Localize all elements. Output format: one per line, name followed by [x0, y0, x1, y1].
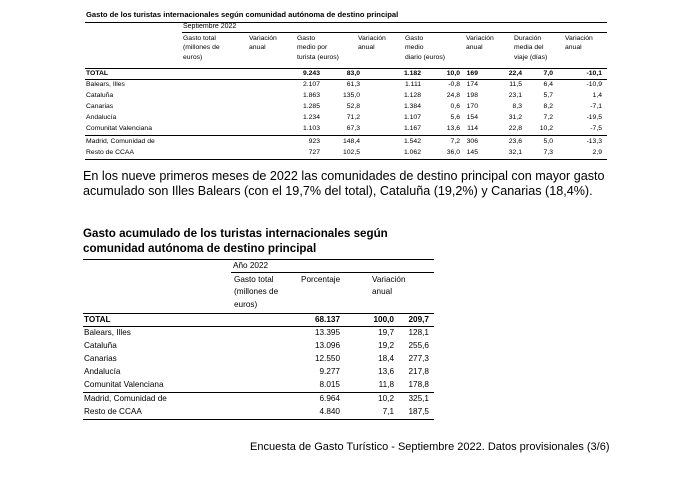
cell-variacion: 217,8: [408, 367, 429, 376]
cell-variacion-4: 1,4: [592, 91, 602, 99]
cell-variacion-2: 36,0: [446, 148, 460, 156]
row-label: Resto de CCAA: [86, 148, 134, 156]
cell-variacion-2: 13,6: [446, 124, 460, 132]
cell-gasto-total: 1.285: [302, 102, 320, 110]
cell-variacion-2: 10,0: [446, 70, 460, 77]
cell-gasto-total: 6.964: [319, 394, 340, 403]
cell-duracion: 10,2: [539, 124, 553, 132]
cell-gasto-total: 9.277: [319, 367, 340, 376]
cell-gasto-medio-turista: 1.107: [403, 113, 421, 121]
table1-period-rule: [182, 32, 607, 33]
cell-porcentaje: 100,0: [373, 315, 394, 324]
row-label: Comunitat Valenciana: [86, 124, 152, 132]
cell-variacion-3: 23,6: [508, 137, 522, 145]
table1-header-gasto-medio-turista: Gasto medio por turista (euros): [297, 35, 339, 61]
row-separator: [85, 159, 607, 160]
cell-gasto-medio-turista: 1.384: [403, 102, 421, 110]
cell-gasto-total: 1.234: [302, 113, 320, 121]
row-label: Canarias: [84, 354, 117, 363]
table2-header-gasto-total: Gasto total (millones de euros): [234, 275, 279, 309]
table2-row: [84, 379, 432, 391]
table2-row: [84, 406, 432, 418]
cell-variacion-1: 135,0: [342, 91, 360, 99]
cell-gasto-medio-turista: 1.128: [403, 91, 421, 99]
cell-gasto-medio-diario: 154: [466, 113, 478, 121]
cell-variacion-1: 71,2: [346, 113, 360, 121]
cell-variacion-1: 148,4: [342, 137, 360, 145]
cell-gasto-total: 727: [308, 148, 320, 156]
cell-gasto-total: 1.103: [302, 124, 320, 132]
row-label: Madrid, Comunidad de: [86, 137, 155, 145]
cell-gasto-medio-turista: 1.111: [405, 80, 421, 88]
cell-variacion-3: 22,8: [508, 124, 522, 132]
cell-variacion-2: 7,2: [450, 137, 460, 145]
cell-variacion: 187,5: [408, 407, 429, 416]
table1-header-variacion-2: Variación anual: [358, 35, 386, 52]
table1-header-gasto-total: Gasto total (millones de euros): [183, 35, 220, 61]
table2-row: [84, 353, 432, 365]
cell-duracion: 7,0: [543, 70, 553, 77]
cell-variacion-3: 31,2: [508, 113, 522, 121]
table1-top-rule: [85, 22, 607, 23]
cell-porcentaje: 19,7: [378, 328, 394, 337]
table2-row: [84, 340, 432, 352]
row-label: Comunitat Valenciana: [84, 380, 164, 389]
cell-gasto-total: 2.107: [302, 80, 320, 88]
table1-header-variacion-3: Variación anual: [466, 35, 494, 52]
cell-porcentaje: 18,4: [378, 354, 394, 363]
cell-variacion-4: -7,5: [590, 124, 602, 132]
cell-variacion-3: 22,4: [508, 70, 522, 77]
cell-gasto-total: 68.137: [314, 315, 340, 324]
cell-gasto-medio-turista: 1.167: [403, 124, 421, 132]
row-label: Canarias: [86, 102, 114, 110]
cell-duracion: 6,4: [543, 80, 553, 88]
table2-header-porcentaje: Porcentaje: [301, 275, 341, 284]
table1-row: [86, 91, 606, 102]
table1-period: Septiembre 2022: [183, 23, 237, 30]
page-footer: Encuesta de Gasto Turístico - Septiembre 2022. Datos provisionales (3/6): [250, 441, 610, 453]
cell-variacion-2: 5,6: [450, 113, 460, 121]
cell-variacion-3: 23,1: [508, 91, 522, 99]
cell-duracion: 7,2: [543, 113, 553, 121]
cell-variacion-1: 52,8: [346, 102, 360, 110]
row-separator: [83, 392, 434, 393]
table1-row: [86, 124, 606, 135]
table1-header-variacion-4: Variación anual: [565, 35, 593, 52]
cell-variacion: 209,7: [408, 315, 429, 324]
cell-gasto-total: 1.863: [302, 91, 320, 99]
table2-title: [83, 226, 443, 256]
cell-variacion-1: 83,0: [346, 70, 360, 77]
table1-row: [86, 102, 606, 113]
table2-header-variacion: Variación anual: [372, 275, 406, 297]
row-label: Andalucía: [86, 113, 117, 121]
cell-gasto-medio-turista: 1.062: [403, 148, 421, 156]
cell-variacion-3: 32,1: [508, 148, 522, 156]
row-label: Andalucía: [84, 367, 121, 376]
table1-header-gasto-medio-diario: Gasto medio diario (euros): [405, 35, 446, 61]
cell-variacion-4: 2,9: [592, 148, 602, 156]
cell-variacion-4: -19,5: [586, 113, 602, 121]
cell-gasto-total: 9.243: [302, 70, 320, 77]
row-label: Madrid, Comunidad de: [84, 394, 167, 403]
row-label: Cataluña: [86, 91, 114, 99]
cell-gasto-medio-diario: 306: [466, 137, 478, 145]
cell-gasto-total: 13.096: [314, 341, 340, 350]
cell-variacion: 325,1: [408, 394, 429, 403]
cell-variacion-3: 8,3: [512, 102, 522, 110]
cell-variacion-2: 24,8: [446, 91, 460, 99]
cell-gasto-medio-diario: 174: [466, 80, 478, 88]
cell-variacion-4: -10,9: [586, 80, 602, 88]
cell-variacion-4: -7,1: [590, 102, 602, 110]
row-label: Balears, Illes: [86, 80, 125, 88]
cell-variacion-2: 0,6: [450, 102, 460, 110]
table1-row: [86, 148, 606, 159]
table2-row: [84, 393, 432, 405]
cell-gasto-medio-turista: 1.182: [403, 70, 421, 77]
table2-row: [84, 366, 432, 378]
cell-porcentaje: 13,6: [378, 367, 394, 376]
cell-porcentaje: 7,1: [382, 407, 394, 416]
cell-gasto-medio-diario: 169: [466, 70, 478, 77]
row-label: TOTAL: [84, 315, 111, 324]
cell-duracion: 7,3: [543, 148, 553, 156]
cell-variacion: 128,1: [408, 328, 429, 337]
cell-variacion: 255,6: [408, 341, 429, 350]
row-separator: [85, 135, 607, 136]
cell-gasto-medio-diario: 114: [467, 124, 478, 132]
cell-variacion-2: -0,8: [448, 80, 460, 88]
table2-period: Año 2022: [233, 261, 269, 270]
cell-gasto-total: 13.395: [314, 328, 340, 337]
cell-gasto-total: 4.840: [319, 407, 340, 416]
row-label: Balears, Illes: [84, 328, 131, 337]
cell-porcentaje: 10,2: [378, 394, 394, 403]
cell-gasto-total: 8.015: [319, 380, 340, 389]
cell-variacion-3: 11,5: [509, 80, 522, 88]
cell-gasto-medio-turista: 1.542: [403, 137, 421, 145]
cell-gasto-total: 923: [308, 137, 320, 145]
cell-gasto-medio-diario: 145: [466, 148, 478, 156]
table2-total-row: [84, 314, 432, 326]
row-label: Resto de CCAA: [84, 407, 142, 416]
table2-title-line2: comunidad autónoma de destino principal: [83, 242, 317, 256]
cell-gasto-medio-diario: 170: [466, 102, 478, 110]
table1-header-duracion: Duración media del viaje (días): [514, 35, 548, 61]
cell-variacion-4: -10,1: [586, 70, 602, 77]
table2-row: [84, 327, 432, 339]
row-separator: [83, 419, 434, 420]
row-separator: [85, 79, 607, 80]
cell-gasto-total: 12.550: [314, 354, 340, 363]
cell-porcentaje: 11,8: [378, 380, 394, 389]
row-label: Cataluña: [84, 341, 117, 350]
cell-variacion-1: 61,3: [346, 80, 360, 88]
cell-variacion-1: 67,3: [346, 124, 360, 132]
table1-total-row: [86, 69, 606, 80]
row-label: TOTAL: [86, 70, 109, 77]
cell-duracion: 8,2: [543, 102, 553, 110]
row-separator: [83, 326, 434, 327]
table1-header-variacion-1: Variación anual: [249, 35, 277, 52]
table1-row: [86, 137, 606, 148]
cell-variacion-1: 102,5: [342, 148, 360, 156]
table2-top-rule: [83, 259, 434, 260]
summary-paragraph: En los nueve primeros meses de 2022 las comunidades de destino principal con mayor gasto acumulado son Illes Balears (con el 19,7% del total), Cataluña (19,2%) y Canarias (18,4%).: [83, 169, 605, 199]
cell-porcentaje: 19,2: [378, 341, 394, 350]
cell-duracion: 5,0: [543, 137, 553, 145]
table1-title: Gasto de los turistas internacionales según comunidad autónoma de destino principal: [86, 10, 399, 19]
table2-period-rule: [231, 272, 434, 273]
cell-duracion: 5,7: [543, 91, 553, 99]
cell-variacion: 277,3: [408, 354, 429, 363]
table1-row: [86, 113, 606, 124]
cell-variacion: 178,8: [408, 380, 429, 389]
table2-title-line1: Gasto acumulado de los turistas internacionales según: [83, 227, 388, 240]
cell-variacion-4: -13,3: [586, 137, 602, 145]
cell-gasto-medio-diario: 198: [466, 91, 478, 99]
table1-row: [86, 80, 606, 91]
